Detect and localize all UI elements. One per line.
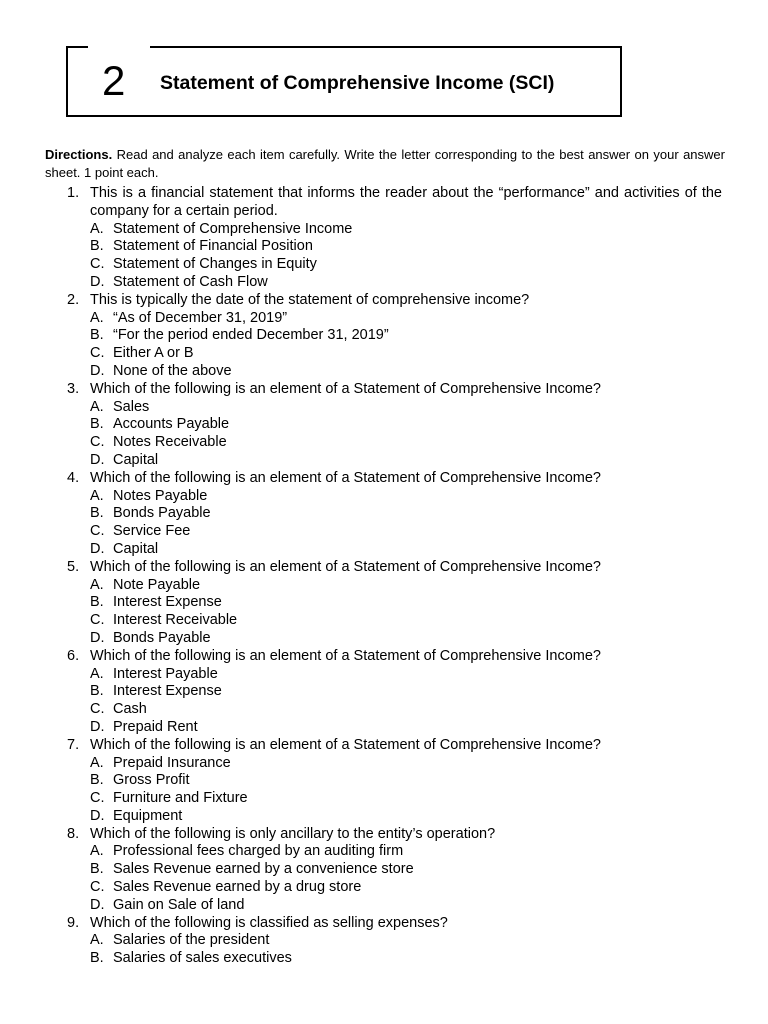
question-text: Which of the following is classified as selling expenses? [90,914,448,931]
answer-option [0,843,768,861]
answer-option [0,523,768,541]
option-letter: A. [90,487,104,504]
directions-text: Read and analyze each item carefully. Write the letter corresponding to the best answer on your answer sheet. 1 point each. [45,147,725,180]
option-letter: C. [90,790,105,807]
option-letter: B. [90,416,104,433]
answer-option [0,879,768,897]
answer-option [0,790,768,808]
question-text: Which of the following is an element of a Statement of Comprehensive Income? [90,469,601,486]
answer-option [0,808,768,826]
option-letter: A. [90,576,104,593]
question-text: Which of the following is only ancillary to the entity’s operation? [90,825,496,842]
question-item [0,559,768,648]
question-list [0,185,768,968]
header-border-gap [88,45,150,49]
option-text: Statement of Financial Position [113,238,313,255]
answer-option [0,399,768,417]
option-text: Cash [113,701,147,718]
option-text: Interest Payable [113,665,218,682]
option-letter: D. [90,896,105,913]
option-text: Statement of Cash Flow [113,273,268,290]
option-letter: D. [90,718,105,735]
question-text: This is a financial statement that informs the reader about the “performance” and activities of the company for a certain period. [90,185,722,219]
question-number: 9. [67,914,80,931]
lesson-number: 2 [102,57,126,104]
option-text: Prepaid Rent [113,718,198,735]
option-letter: A. [90,398,104,415]
answer-option [0,666,768,684]
option-text: Sales Revenue earned by a drug store [113,879,362,896]
option-text: Gross Profit [113,772,190,789]
answer-option [0,310,768,328]
answer-option [0,416,768,434]
answer-option [0,577,768,595]
option-letter: A. [90,309,104,326]
option-text: Interest Receivable [113,612,238,629]
option-letter: B. [90,505,104,522]
directions-paragraph [45,146,725,182]
answer-option [0,452,768,470]
answer-option [0,701,768,719]
option-letter: A. [90,754,104,771]
option-text: Notes Payable [113,487,208,504]
question-item [0,648,768,737]
answer-option [0,505,768,523]
option-text: None of the above [113,362,232,379]
question-number: 2. [67,291,80,308]
option-text: Bonds Payable [113,629,211,646]
answer-option [0,488,768,506]
answer-option [0,221,768,239]
answer-options [0,755,768,826]
option-letter: C. [90,434,105,451]
option-letter: B. [90,594,104,611]
option-letter: C. [90,612,105,629]
answer-option [0,363,768,381]
answer-options [0,399,768,470]
question-number: 1. [67,185,80,201]
answer-options [0,577,768,648]
question-number: 8. [67,825,80,842]
option-text: Service Fee [113,523,191,540]
answer-options [0,932,768,968]
answer-option [0,327,768,345]
answer-options [0,666,768,737]
answer-option [0,238,768,256]
option-text: Notes Receivable [113,434,227,451]
answer-option [0,950,768,968]
option-letter: D. [90,540,105,557]
option-text: Note Payable [113,576,201,593]
question-text: Which of the following is an element of a Statement of Comprehensive Income? [90,380,601,397]
answer-option [0,541,768,559]
option-letter: D. [90,629,105,646]
answer-option [0,861,768,879]
option-text: Bonds Payable [113,505,211,522]
option-letter: B. [90,238,104,255]
option-text: Professional fees charged by an auditing firm [113,843,404,860]
question-text: Which of the following is an element of a Statement of Comprehensive Income? [90,736,601,753]
option-text: Furniture and Fixture [113,790,248,807]
directions-label: Directions. [45,147,113,162]
option-letter: C. [90,523,105,540]
option-letter: D. [90,362,105,379]
answer-option [0,772,768,790]
option-text: Gain on Sale of land [113,896,245,913]
question-text: Which of the following is an element of a Statement of Comprehensive Income? [90,647,601,664]
question-number: 4. [67,469,80,486]
question-item [0,185,768,292]
question-number: 7. [67,736,80,753]
option-letter: B. [90,683,104,700]
answer-option [0,594,768,612]
option-letter: C. [90,345,105,362]
option-text: Accounts Payable [113,416,230,433]
question-item [0,470,768,559]
answer-option [0,345,768,363]
option-text: Sales [113,398,150,415]
option-text: Interest Expense [113,683,222,700]
option-text: Salaries of the president [113,932,270,949]
option-letter: C. [90,256,105,273]
option-letter: A. [90,220,104,237]
option-text: Either A or B [113,345,194,362]
question-item [0,737,768,826]
option-letter: D. [90,273,105,290]
answer-option [0,274,768,292]
answer-options [0,843,768,914]
option-text: Statement of Changes in Equity [113,256,317,273]
answer-option [0,932,768,950]
question-item [0,381,768,470]
option-text: Statement of Comprehensive Income [113,220,353,237]
option-text: Capital [113,451,159,468]
question-number: 3. [67,380,80,397]
option-letter: B. [90,861,104,878]
option-text: “As of December 31, 2019” [113,309,288,326]
answer-option [0,755,768,773]
option-letter: A. [90,843,104,860]
question-text: Which of the following is an element of a Statement of Comprehensive Income? [90,558,601,575]
answer-option [0,612,768,630]
option-text: Sales Revenue earned by a convenience store [113,861,414,878]
lesson-header [66,46,622,117]
option-text: Prepaid Insurance [113,754,231,771]
option-letter: B. [90,950,104,967]
option-text: Salaries of sales executives [113,950,292,967]
option-letter: D. [90,451,105,468]
answer-option [0,719,768,737]
answer-option [0,630,768,648]
answer-options [0,221,768,292]
option-text: Interest Expense [113,594,222,611]
answer-option [0,434,768,452]
option-text: Capital [113,540,159,557]
question-item [0,915,768,968]
answer-options [0,488,768,559]
option-letter: C. [90,701,105,718]
option-letter: A. [90,665,104,682]
lesson-title: Statement of Comprehensive Income (SCI) [160,72,555,94]
option-text: Equipment [113,807,183,824]
answer-option [0,256,768,274]
option-text: “For the period ended December 31, 2019” [113,327,389,344]
question-item [0,292,768,381]
question-number: 5. [67,558,80,575]
option-letter: B. [90,327,104,344]
option-letter: B. [90,772,104,789]
answer-option [0,683,768,701]
answer-option [0,897,768,915]
question-item [0,826,768,915]
answer-options [0,310,768,381]
option-letter: A. [90,932,104,949]
option-letter: C. [90,879,105,896]
question-text: This is typically the date of the statement of comprehensive income? [90,291,530,308]
question-number: 6. [67,647,80,664]
option-letter: D. [90,807,105,824]
